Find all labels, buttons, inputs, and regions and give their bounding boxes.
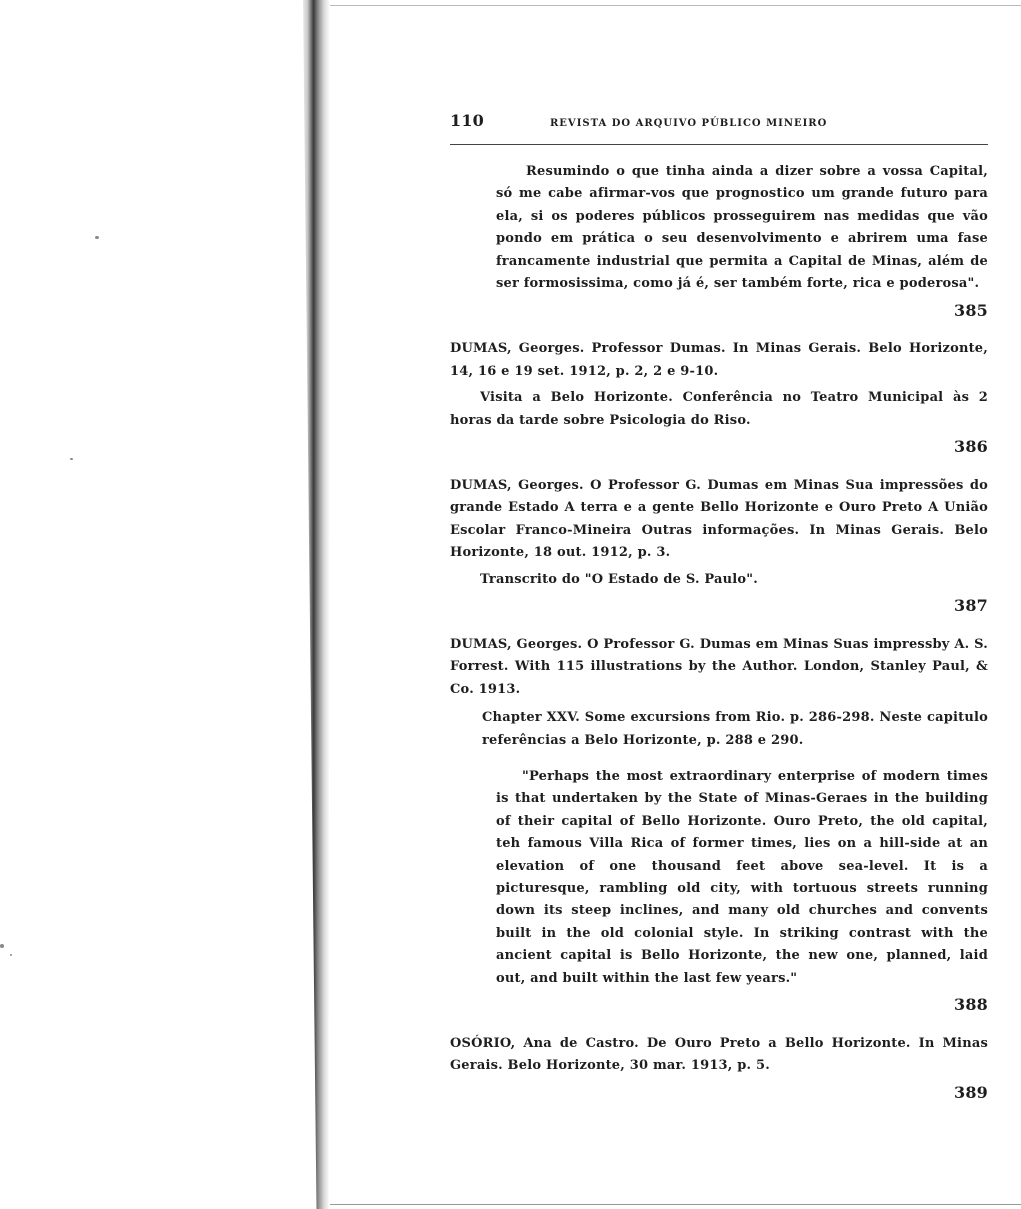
entry-citation: DUMAS, Georges. O Professor G. Dumas em Minas Suas impressby A. S. Forrest. With 115 illustrations by the Author. London, Stanley Paul, & Co. 1913. xyxy=(450,636,988,697)
entry-citation: OSÓRIO, Ana de Castro. De Ouro Preto a Bello Horizonte. In Minas Gerais. Belo Horizonte, 30 mar. 1913, p. 5. xyxy=(450,1035,988,1074)
entry-number: 389 xyxy=(954,1082,988,1102)
entry-citation: DUMAS, Georges. Professor Dumas. In Minas Gerais. Belo Horizonte, 14, 16 e 19 set. 1912, p. 2, 2 e 9-10. xyxy=(450,341,988,379)
page-number: 110 xyxy=(450,111,484,130)
header-rule xyxy=(450,144,988,145)
entry-number: 386 xyxy=(954,437,988,456)
entry-number: 388 xyxy=(954,995,988,1015)
scan-speck xyxy=(70,458,73,460)
entry-note: Visita a Belo Horizonte. Conferência no Teatro Municipal às 2 horas da tarde sobre Psicologia do Riso. xyxy=(450,390,988,428)
running-title: REVISTA DO ARQUIVO PÚBLICO MINEIRO xyxy=(550,118,828,129)
page-bottom-edge xyxy=(330,1204,1021,1205)
scan-speck xyxy=(0,944,4,948)
entry-number: 385 xyxy=(954,300,988,320)
quote-block: Resumindo o que tinha ainda a dizer sobre a vossa Capital, só me cabe afirmar-vos que prognostico um grande futuro para ela, si os poderes públicos prosseguirem nas medidas que vão pondo em prática o seu desenvolvimento e abrirem uma fase francamente industrial que permita a Capital de Minas, além de ser formosissima, como já é, ser também forte, rica e poderosa". xyxy=(496,163,988,291)
entry-note: Chapter XXV. Some excursions from Rio. p. 286-298. Neste capitulo referências a Belo Horizonte, p. 288 e 290. xyxy=(482,710,988,748)
quote-block: "Perhaps the most extraordinary enterprise of modern times is that undertaken by the State of Minas-Geraes in the building of their capital of Bello Horizonte. Ouro Preto, the old capital, teh famous Villa Rica of former times, lies on a hill-side at an elevation of one thousand feet above sea-level. It is a picturesque, rambling old city, with tortuous streets running down its steep inclines, and many old churches and convents built in the old colonial style. In striking contrast with the ancient capital is Bello Horizonte, the new one, planned, laid out, and built within the last few years." xyxy=(496,769,988,986)
entry-number: 387 xyxy=(954,596,988,615)
scan-speck xyxy=(95,236,99,239)
scan-speck xyxy=(10,954,12,956)
book-page xyxy=(450,110,988,1120)
entry-note: Transcrito do "O Estado de S. Paulo". xyxy=(480,571,759,587)
page-top-edge xyxy=(330,5,1021,6)
facing-page xyxy=(0,0,312,1209)
entry-citation: DUMAS, Georges. O Professor G. Dumas em Minas Sua impressões do grande Estado A terra e a gente Bello Horizonte e Ouro Preto A União Escolar Franco-Mineira Outras informações. In Minas Gerais. Belo Horizonte, 18 out. 1912, p. 3. xyxy=(450,477,988,560)
page-header xyxy=(450,110,988,136)
